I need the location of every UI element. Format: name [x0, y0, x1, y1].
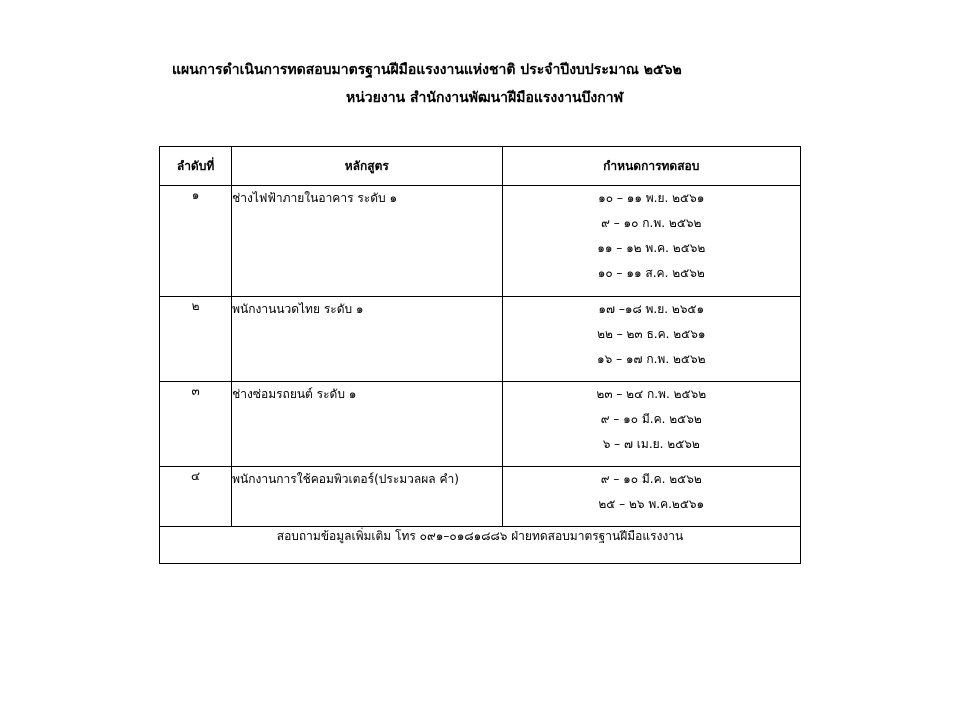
row-seq: ๔ [160, 467, 232, 527]
date-item: ๑๖ – ๑๗ ก.พ. ๒๕๖๒ [597, 352, 706, 366]
row-course: ช่างซ่อมรถยนต์ ระดับ ๑ [232, 382, 502, 467]
date-item: ๑๐ – ๑๑ พ.ย. ๒๕๖๑ [598, 191, 705, 205]
row-dates [502, 382, 800, 467]
schedule-table [159, 146, 801, 564]
date-item: ๑๑ – ๑๒ พ.ค. ๒๕๖๒ [597, 241, 706, 255]
document-subtitle: หน่วยงาน สำนักงานพัฒนาฝีมือแรงงานบึงกาฬ [346, 90, 624, 106]
date-item: ๙ – ๑๐ มี.ค. ๒๕๖๒ [600, 412, 702, 426]
row-course: ช่างไฟฟ้าภายในอาคาร ระดับ ๑ [232, 186, 502, 297]
document-title: แผนการดำเนินการทดสอบมาตรฐานฝีมือแรงงานแห่งชาติ ประจำปีงบประมาณ ๒๕๖๒ [172, 62, 682, 78]
date-item: ๙ – ๑๐ มี.ค. ๒๕๖๒ [600, 472, 702, 486]
row-course: พนักงานการใช้คอมพิวเตอร์(ประมวลผล คำ) [232, 467, 502, 527]
date-item: ๑๐ – ๑๑ ส.ค. ๒๕๖๒ [597, 266, 705, 280]
date-item: ๒๕ – ๒๖ พ.ค.๒๕๖๑ [598, 497, 705, 511]
header-seq: ลำดับที่ [160, 147, 232, 186]
row-dates [502, 186, 800, 297]
table-row [160, 186, 801, 297]
contact-footer: สอบถามข้อมูลเพิ่มเติม โทร ๐๙๑–๐๑๘๑๘๘๖ ฝ่ายทดสอบมาตรฐานฝีมือแรงงาน [160, 527, 801, 564]
row-course: พนักงานนวดไทย ระดับ ๑ [232, 297, 502, 382]
date-item: ๒๒ – ๒๓ ธ.ค. ๒๕๖๑ [597, 327, 706, 341]
row-dates [502, 467, 800, 527]
row-seq: ๓ [160, 382, 232, 467]
row-seq: ๑ [160, 186, 232, 297]
table-footer-row [160, 527, 801, 564]
table-row [160, 467, 801, 527]
header-schedule: กำหนดการทดสอบ [502, 147, 800, 186]
date-item: ๑๗ –๑๘ พ.ย. ๒๖๕๑ [598, 302, 705, 316]
date-item: ๙ – ๑๐ ก.พ. ๒๕๖๒ [601, 216, 702, 230]
table-header-row [160, 147, 801, 186]
header-course: หลักสูตร [232, 147, 502, 186]
table-row [160, 297, 801, 382]
date-item: ๒๓ – ๒๔ ก.พ. ๒๕๖๒ [596, 387, 707, 401]
row-dates [502, 297, 800, 382]
table-row [160, 382, 801, 467]
date-item: ๖ – ๗ เม.ย. ๒๕๖๒ [602, 437, 700, 451]
row-seq: ๒ [160, 297, 232, 382]
